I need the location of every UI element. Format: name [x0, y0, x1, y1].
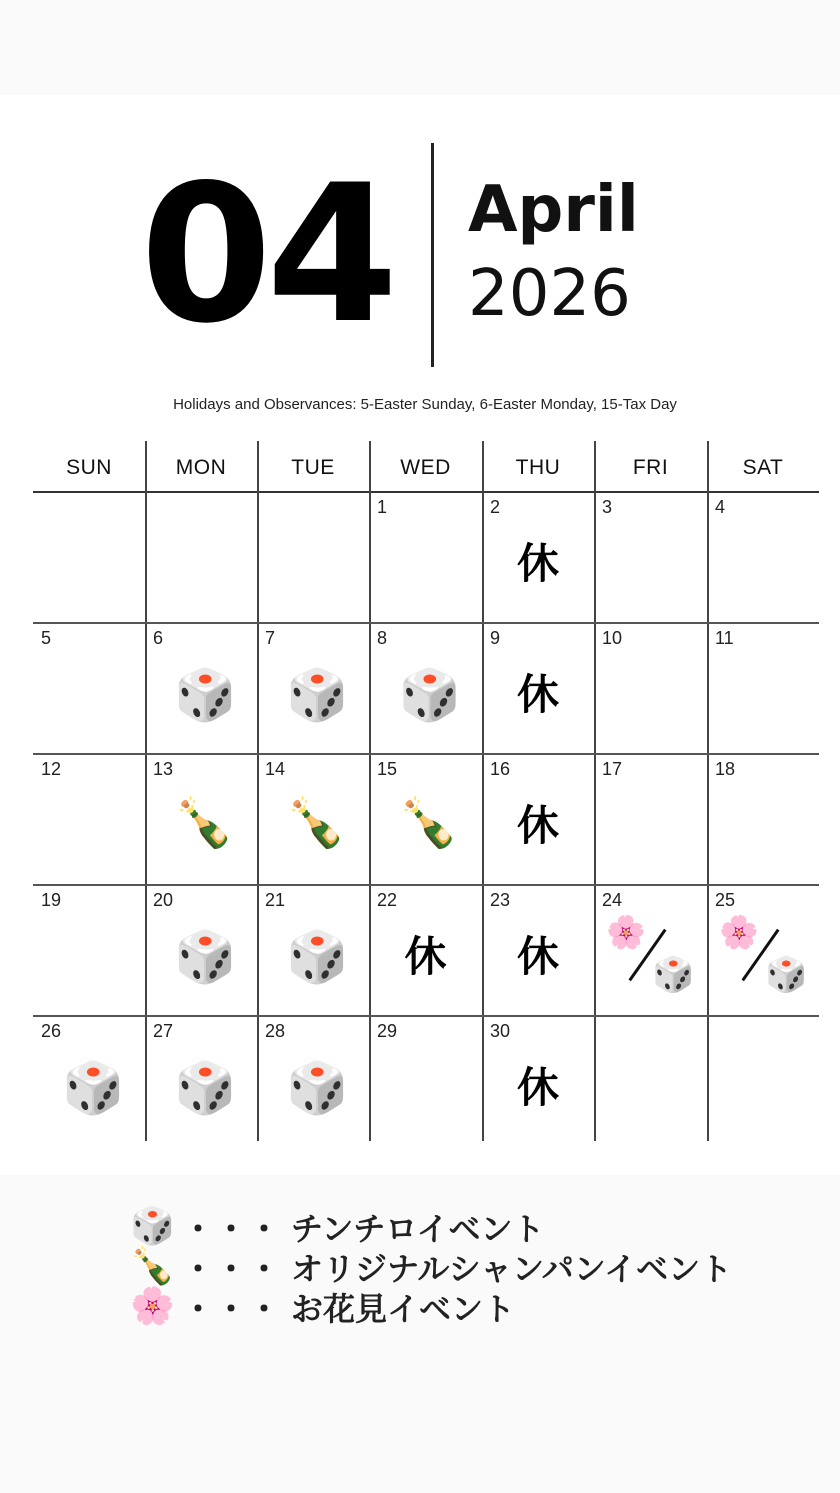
dice-icon: 🎲 [652, 955, 695, 995]
day-number: 26 [41, 1021, 62, 1041]
closed-mark: 休 [517, 1063, 560, 1112]
day-number: 7 [265, 628, 276, 648]
day-number: 8 [377, 628, 388, 648]
legend-dots: ・・・ [182, 1290, 282, 1328]
cherry-blossom-icon: 🌸 [606, 913, 646, 951]
dice-icon: 🎲 [130, 1206, 175, 1247]
day-cell[interactable] [707, 1015, 819, 1141]
day-number: 10 [602, 628, 623, 648]
day-number: 21 [265, 890, 286, 910]
weekday-label: SAT [742, 456, 784, 479]
calendar-grid [33, 441, 819, 1141]
legend-item [130, 1207, 732, 1247]
day-cell[interactable] [594, 753, 707, 884]
day-number: 1 [377, 497, 388, 517]
day-cell[interactable] [145, 1015, 257, 1141]
weekday-label: MON [175, 456, 227, 479]
legend [130, 1207, 732, 1327]
day-number: 9 [490, 628, 501, 648]
day-number: 11 [715, 628, 734, 648]
champagne-icon: 🍾 [286, 795, 346, 851]
legend-dots: ・・・ [182, 1210, 282, 1248]
day-cell[interactable] [369, 491, 482, 622]
header-divider [431, 143, 434, 367]
closed-mark: 休 [517, 539, 560, 588]
dice-icon: 🎲 [174, 666, 237, 724]
day-number: 15 [377, 759, 398, 779]
day-cell[interactable] [482, 622, 594, 753]
closed-mark: 休 [517, 801, 560, 850]
day-cell[interactable] [482, 884, 594, 1015]
dice-icon: 🎲 [286, 928, 349, 986]
weekday-label: TUE [291, 456, 335, 479]
day-cell[interactable] [594, 491, 707, 622]
day-cell[interactable] [257, 622, 369, 753]
day-number: 30 [490, 1021, 511, 1041]
champagne-icon: 🍾 [130, 1246, 175, 1287]
weekday-header [33, 441, 819, 493]
day-number: 27 [153, 1021, 174, 1041]
weekday-label: WED [400, 456, 451, 479]
day-number: 19 [41, 890, 62, 910]
day-cell[interactable] [257, 1015, 369, 1141]
dice-icon: 🎲 [174, 1059, 237, 1117]
year: 2026 [468, 257, 631, 331]
dice-icon: 🎲 [286, 666, 349, 724]
day-number: 20 [153, 890, 174, 910]
champagne-icon: 🍾 [398, 795, 459, 851]
legend-dots: ・・・ [182, 1250, 282, 1288]
day-cell[interactable] [482, 753, 594, 884]
day-cell[interactable] [594, 622, 707, 753]
cherry-blossom-icon: 🌸 [130, 1286, 175, 1327]
day-number: 3 [602, 497, 613, 517]
day-cell[interactable] [257, 491, 369, 622]
legend-label: オリジナルシャンパンイベント [291, 1250, 733, 1288]
weekday-label: SUN [66, 456, 112, 479]
day-cell[interactable] [145, 491, 257, 622]
day-cell[interactable] [369, 753, 482, 884]
cherry-blossom-icon: 🌸 [719, 913, 759, 951]
champagne-icon: 🍾 [174, 795, 234, 851]
day-cell[interactable] [33, 491, 145, 622]
day-cell[interactable] [145, 622, 257, 753]
legend-item [130, 1287, 732, 1327]
day-cell[interactable] [594, 1015, 707, 1141]
day-cell[interactable] [594, 884, 707, 1015]
day-cell[interactable] [482, 1015, 594, 1141]
day-cell[interactable] [369, 884, 482, 1015]
closed-mark: 休 [517, 670, 560, 719]
day-number: 28 [265, 1021, 286, 1041]
day-number: 14 [265, 759, 286, 779]
closed-mark: 休 [517, 932, 560, 981]
month-number: 04 [140, 144, 393, 365]
day-number: 4 [715, 497, 726, 517]
dice-icon: 🎲 [765, 955, 808, 995]
legend-label: お花見イベント [291, 1290, 516, 1328]
weekday-label: THU [515, 456, 561, 479]
day-cell[interactable] [33, 1015, 145, 1141]
day-cell[interactable] [482, 491, 594, 622]
day-cell[interactable] [33, 753, 145, 884]
day-number: 6 [153, 628, 164, 648]
day-number: 25 [715, 890, 736, 910]
day-cell[interactable] [257, 753, 369, 884]
dice-icon: 🎲 [398, 666, 461, 724]
dice-icon: 🎲 [174, 928, 237, 986]
dice-icon: 🎲 [286, 1059, 349, 1117]
weekday-label: FRI [632, 456, 669, 479]
day-cell[interactable] [707, 753, 819, 884]
holidays-note: Holidays and Observances: 5-Easter Sunday, 6-Easter Monday, 15-Tax Day [173, 396, 677, 413]
day-number: 12 [41, 759, 62, 779]
day-cell[interactable] [707, 491, 819, 622]
day-number: 29 [377, 1021, 398, 1041]
day-number: 24 [602, 890, 623, 910]
day-number: 17 [602, 759, 623, 779]
day-number: 2 [490, 497, 501, 517]
closed-mark: 休 [404, 932, 447, 981]
day-cell[interactable] [33, 622, 145, 753]
day-cell[interactable] [369, 1015, 482, 1141]
day-cell[interactable] [257, 884, 369, 1015]
day-number: 13 [153, 759, 174, 779]
day-number: 22 [377, 890, 398, 910]
day-cell[interactable] [707, 622, 819, 753]
dice-icon: 🎲 [62, 1059, 125, 1117]
day-number: 16 [490, 759, 511, 779]
day-number: 5 [41, 628, 52, 648]
day-cell[interactable] [707, 884, 819, 1015]
day-number: 23 [490, 890, 511, 910]
day-cell[interactable] [145, 753, 257, 884]
day-number: 18 [715, 759, 736, 779]
legend-item [130, 1247, 732, 1287]
day-cell[interactable] [145, 884, 257, 1015]
day-cell[interactable] [33, 884, 145, 1015]
day-cell[interactable] [369, 622, 482, 753]
legend-label: チンチロイベント [291, 1210, 545, 1248]
month-name: April [468, 173, 639, 247]
